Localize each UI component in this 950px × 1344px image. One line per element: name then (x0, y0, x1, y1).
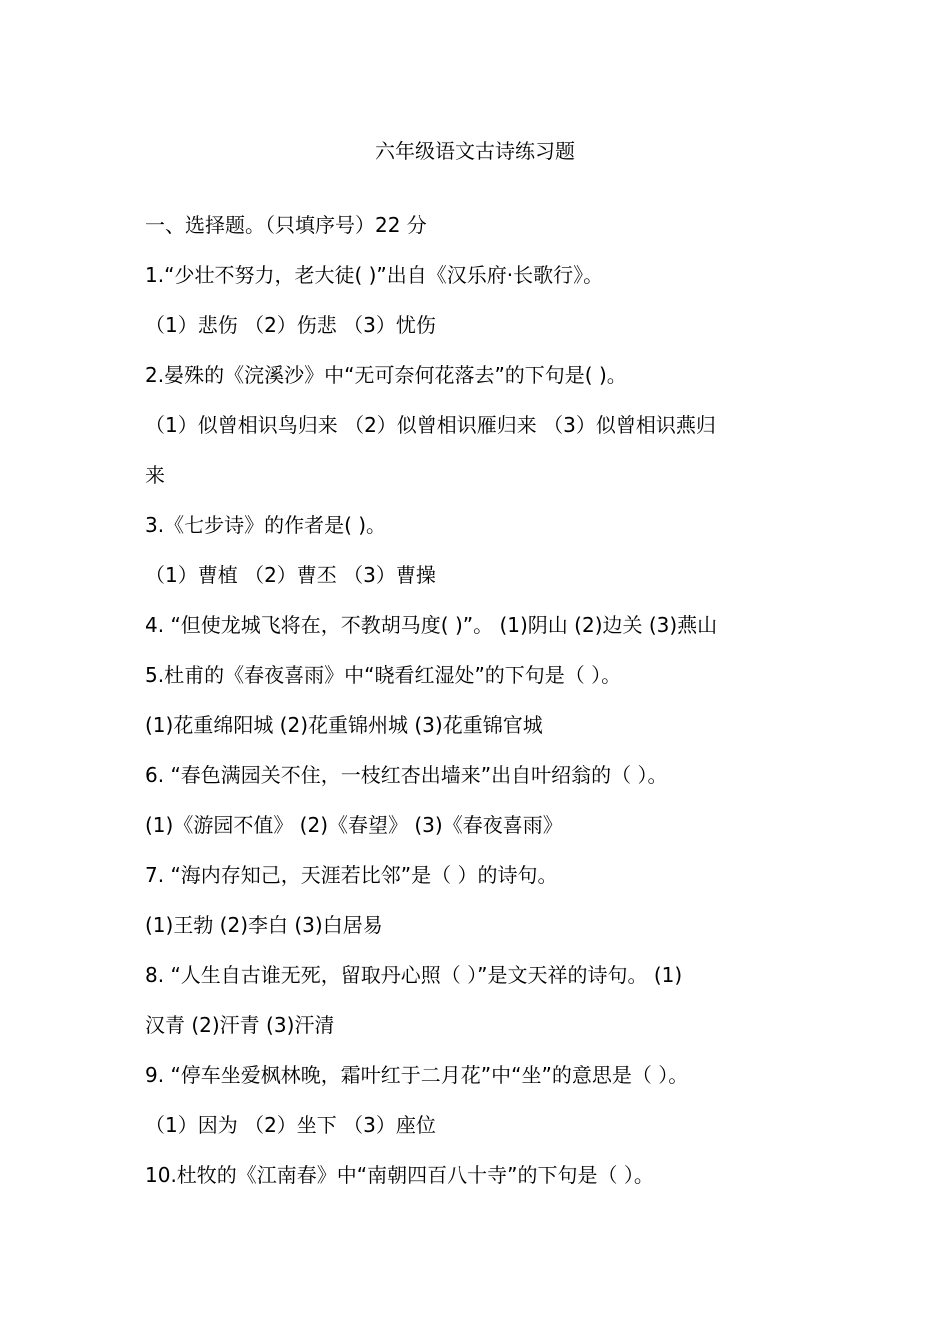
options-8: 汉青 (2)汗青 (3)汗清 (145, 1013, 335, 1037)
question-4: 4. “但使龙城飞将在，不教胡马度( )”。 (1)阴山 (2)边关 (3)燕山 (145, 613, 718, 637)
question-3: 3.《七步诗》的作者是( )。 (145, 513, 387, 537)
question-7: 7. “海内存知己，天涯若比邻”是（ ）的诗句。 (145, 863, 558, 887)
document-title: 六年级语文古诗练习题 (375, 139, 575, 163)
options-3: （1）曹植 （2）曹丕 （3）曹操 (145, 563, 436, 587)
section-heading: 一、选择题。（只填序号）22 分 (145, 213, 427, 237)
options-7: (1)王勃 (2)李白 (3)白居易 (145, 913, 383, 937)
question-2: 2.晏殊的《浣溪沙》中“无可奈何花落去”的下句是( )。 (145, 363, 627, 387)
question-8: 8. “人生自古谁无死，留取丹心照（ ）”是文天祥的诗句。 (1) (145, 963, 683, 987)
options-2: （1）似曾相识鸟归来 （2）似曾相识雁归来 （3）似曾相识燕归 (145, 413, 716, 437)
options-1: （1）悲伤 （2）伤悲 （3）忧伤 (145, 313, 436, 337)
question-6: 6. “春色满园关不住，一枝红杏出墙来”出自叶绍翁的（ ）。 (145, 763, 668, 787)
question-1: 1.“少壮不努力，老大徒( )”出自《汉乐府·长歌行》。 (145, 263, 604, 287)
question-5: 5.杜甫的《春夜喜雨》中“晓看红湿处”的下句是（ ）。 (145, 663, 622, 687)
question-9: 9. “停车坐爱枫林晚，霜叶红于二月花”中“坐”的意思是（ ）。 (145, 1063, 689, 1087)
options-9: （1）因为 （2）坐下 （3）座位 (145, 1113, 436, 1137)
options-2-continued: 来 (145, 463, 165, 487)
options-5: (1)花重绵阳城 (2)花重锦州城 (3)花重锦官城 (145, 713, 543, 737)
question-10: 10.杜牧的《江南春》中“南朝四百八十寺”的下句是（ ）。 (145, 1163, 654, 1187)
options-6: (1)《游园不值》 (2)《春望》 (3)《春夜喜雨》 (145, 813, 563, 837)
